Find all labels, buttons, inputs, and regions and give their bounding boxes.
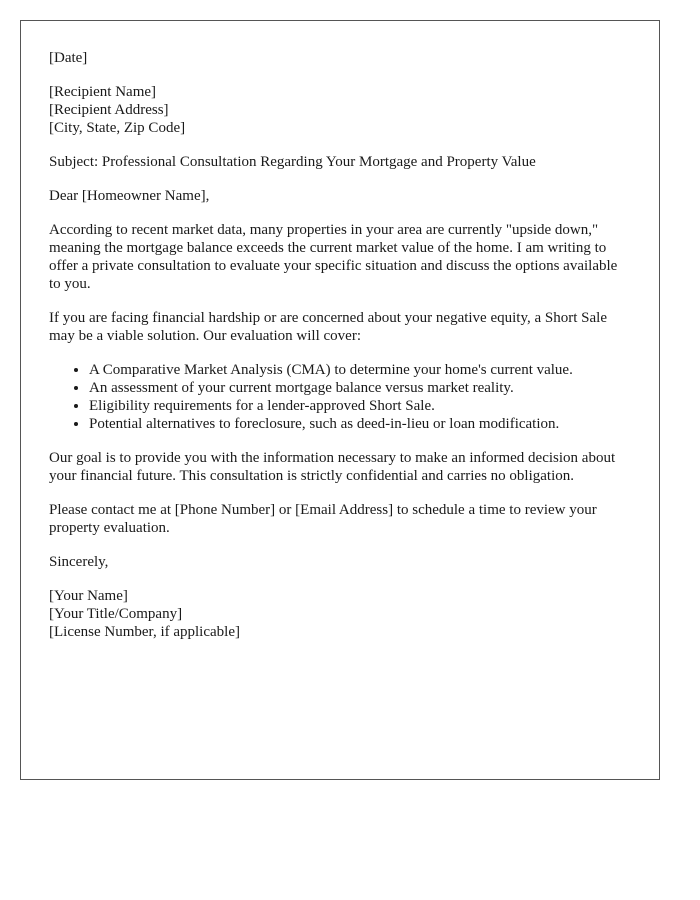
salutation: Dear [Homeowner Name], bbox=[49, 188, 210, 204]
paragraph-short-sale: If you are facing financial hardship or are concerned about your negative equity, a Short Sale may be a viable solution. Our evaluation will cover: bbox=[49, 310, 607, 344]
date-text: [Date] bbox=[49, 50, 88, 66]
list-item: • Eligibility requirements for a lender-approved Short Sale. bbox=[89, 397, 631, 415]
letter-page bbox=[20, 20, 660, 780]
recipient-address-block bbox=[49, 83, 631, 137]
paragraph-contact: Please contact me at [Phone Number] or [Email Address] to schedule a time to review your property evaluation. bbox=[49, 502, 597, 536]
paragraph-goal: Our goal is to provide you with the information necessary to make an informed decision about your financial future. This consultation is strictly confidential and carries no obligation. bbox=[49, 450, 616, 484]
letter-date bbox=[49, 49, 631, 67]
list-item: • A Comparative Market Analysis (CMA) to determine your home's current value. bbox=[89, 361, 631, 379]
recipient-city-state-zip: [City, State, Zip Code] bbox=[49, 120, 186, 136]
recipient-address: [Recipient Address] bbox=[49, 102, 169, 118]
subject-line: Subject: Professional Consultation Regarding Your Mortgage and Property Value bbox=[49, 154, 536, 170]
evaluation-list bbox=[49, 361, 631, 433]
closing: Sincerely, bbox=[49, 554, 109, 570]
paragraph-intro: According to recent market data, many properties in your area are currently "upside down," meaning the mortgage balance exceeds the current market value of the home. I am writing to offer a private consultation to evaluate your specific situation and discuss the options available to you. bbox=[49, 222, 618, 292]
signature-name: [Your Name] bbox=[49, 588, 128, 604]
signature-title-company: [Your Title/Company] bbox=[49, 606, 183, 622]
list-item: • Potential alternatives to foreclosure, such as deed-in-lieu or loan modification. bbox=[89, 415, 631, 433]
list-item: • An assessment of your current mortgage balance versus market reality. bbox=[89, 379, 631, 397]
signature-license: [License Number, if applicable] bbox=[49, 624, 240, 640]
recipient-name: [Recipient Name] bbox=[49, 84, 157, 100]
signature-block bbox=[49, 587, 631, 641]
